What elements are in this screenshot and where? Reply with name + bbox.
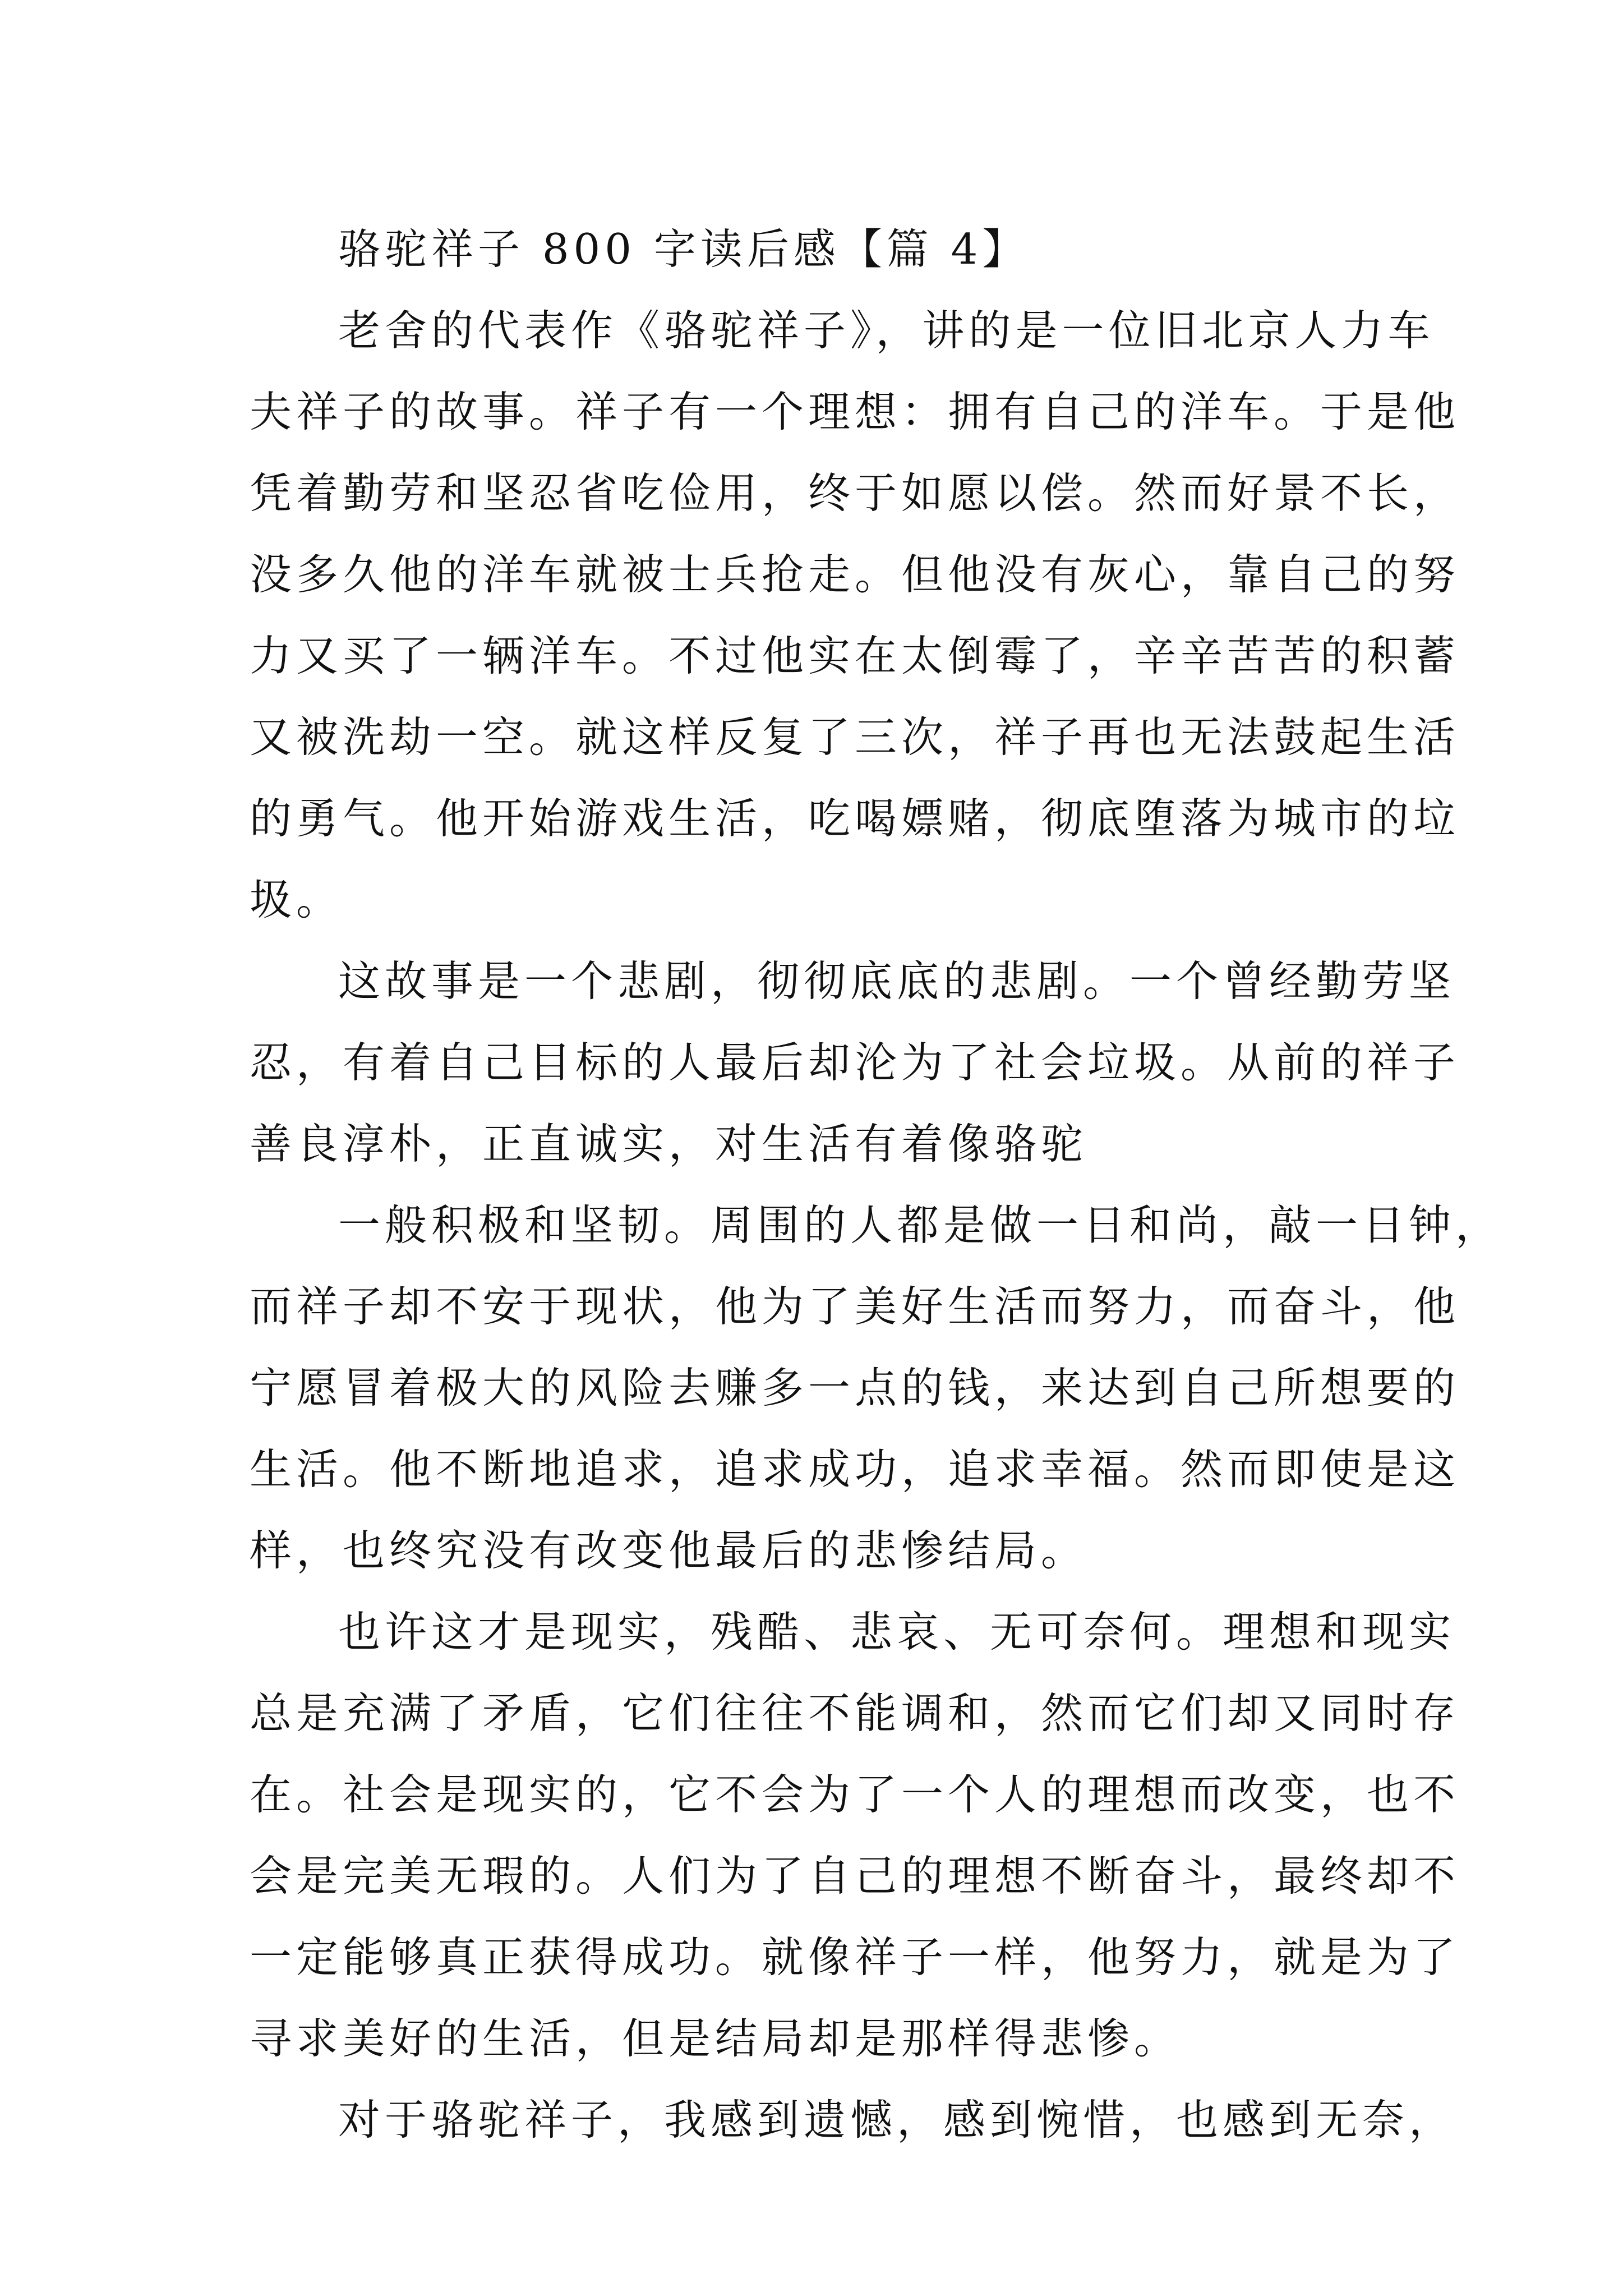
paragraph-4-line-1: 也许这才是现实，残酷、悲哀、无可奈何。理想和现实 — [338, 1607, 1456, 1657]
paragraph-1-line-7: 的勇气。他开始游戏生活，吃喝嫖赌，彻底堕落为城市的垃 — [250, 794, 1460, 843]
paragraph-3-line-1: 一般积极和坚韧。周围的人都是做一日和尚，敲一日钟， — [338, 1200, 1502, 1250]
paragraph-4-line-5: 一定能够真正获得成功。就像祥子一样，他努力，就是为了 — [250, 1932, 1460, 1982]
paragraph-2-line-1: 这故事是一个悲剧，彻彻底底的悲剧。一个曾经勤劳坚 — [338, 956, 1456, 1006]
document-body — [250, 209, 1502, 2161]
paragraph-1-line-8: 圾。 — [250, 875, 343, 924]
paragraph-3-line-5: 样，也终究没有改变他最后的悲惨结局。 — [250, 1526, 1088, 1575]
document-heading: 骆驼祥子 800 字读后感【篇 4】 — [338, 224, 1029, 274]
paragraph-3-line-2: 而祥子却不安于现状，他为了美好生活而努力，而奋斗，他 — [250, 1282, 1460, 1331]
paragraph-2-line-2: 忍，有着自己目标的人最后却沦为了社会垃圾。从前的祥子 — [250, 1038, 1460, 1087]
paragraph-4-line-2: 总是充满了矛盾，它们往往不能调和，然而它们却又同时存 — [250, 1688, 1460, 1738]
paragraph-1-line-1: 老舍的代表作《骆驼祥子》，讲的是一位旧北京人力车 — [338, 306, 1435, 355]
paragraph-1-line-3: 凭着勤劳和坚忍省吃俭用，终于如愿以偿。然而好景不长， — [250, 468, 1460, 518]
paragraph-4-line-4: 会是完美无瑕的。人们为了自己的理想不断奋斗，最终却不 — [250, 1851, 1460, 1901]
paragraph-1-line-4: 没多久他的洋车就被士兵抢走。但他没有灰心，靠自己的努 — [250, 550, 1460, 599]
paragraph-1-line-5: 力又买了一辆洋车。不过他实在太倒霉了，辛辛苦苦的积蓄 — [250, 631, 1460, 680]
paragraph-3-line-3: 宁愿冒着极大的风险去赚多一点的钱，来达到自己所想要的 — [250, 1363, 1460, 1412]
paragraph-1-line-6: 又被洗劫一空。就这样反复了三次，祥子再也无法鼓起生活 — [250, 712, 1460, 762]
paragraph-1-line-2: 夫祥子的故事。祥子有一个理想：拥有自己的洋车。于是他 — [250, 387, 1460, 436]
paragraph-3-line-4: 生活。他不断地追求，追求成功，追求幸福。然而即使是这 — [250, 1444, 1460, 1494]
paragraph-5-line-1: 对于骆驼祥子，我感到遗憾，感到惋惜，也感到无奈， — [338, 2095, 1456, 2145]
paragraph-4-line-6: 寻求美好的生活，但是结局却是那样得悲惨。 — [250, 2014, 1181, 2063]
paragraph-2-line-3: 善良淳朴，正直诚实，对生活有着像骆驼 — [250, 1119, 1088, 1168]
paragraph-4-line-3: 在。社会是现实的，它不会为了一个人的理想而改变，也不 — [250, 1770, 1460, 1819]
